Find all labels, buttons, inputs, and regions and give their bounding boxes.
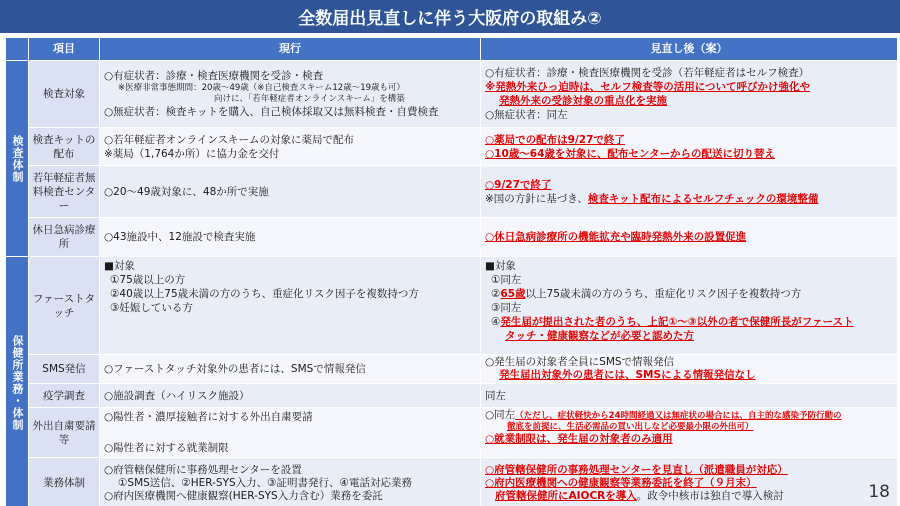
current-gaishutsu: ○陽性者・濃厚接触者に対する外出自粛要請 ○陽性者に対する就業制限 <box>100 408 480 457</box>
current-sms: ○ファーストタッチ対象外の患者には、SMSで情報発信 <box>100 355 480 383</box>
current-first-touch: ■対象 ①75歳以上の方 ②40歳以上75歳未満の方のうち、重症化リスク因子を複数持つ方 ③妊娠している方 <box>100 257 480 354</box>
item-kensa-taisho: 検査対象 <box>29 61 99 127</box>
current-kensa-taisho: ○有症状者：診療・検査医療機関を受診・検査 ※医療非常事態期間：20歳～49歳（※自己検査スキーム12歳～19歳も可） 向けに、「若年軽症者オンラインスキーム」を構築 ○無症状者：検査キットを購入、自己検体採取又は無料検査・自費検査 <box>100 61 480 127</box>
current-kit: ○若年軽症者オンラインスキームの対象に薬局で配布 ※薬局（1,764か所）に協力金を交付 <box>100 128 480 165</box>
after-sms: ○発生届の対象者全員にSMSで情報発信 発生届出対象外の患者には、SMSによる情報発信なし <box>481 355 897 383</box>
section-hoken: 保健所業務・体制 <box>6 257 28 506</box>
header-after: 見直し後（案） <box>481 38 897 60</box>
item-center: 若年軽症者無料検査センター <box>29 166 99 217</box>
after-kit: ○薬局での配布は9/27で終了 ○10歳～64歳を対象に、配布センターからの配送に切り替え <box>481 128 897 165</box>
item-gaishutsu: 外出自粛要請等 <box>29 408 99 457</box>
after-gyomu: ○府管轄保健所の事務処理センターを見直し（派遣職員が対応） ○府内医療機関への健康観察等業務委託を終了（９月末） 府管轄保健所にAIOCRを導入。政令中核市は独自で導入検討 <box>481 458 897 506</box>
after-center: ○9/27で終了 ※国の方針に基づき、検査キット配布によるセルフチェックの環境整備 <box>481 166 897 217</box>
after-kensa-taisho: ○有症状者：診療・検査医療機関を受診（若年軽症者はセルフ検査） ※発熱外来ひっ迫時は、セルフ検査等の活用について呼びかけ強化や 発熱外来の受診対象の重点化を実施 ○無症状者：同左 <box>481 61 897 127</box>
current-gyomu: ○府管轄保健所に事務処理センターを設置 ①SMS送信、②HER-SYS入力、③証明書発行、④電話対応業務 ○府内医療機関へ健康観察(HER-SYS入力含む）業務を委託 <box>100 458 480 506</box>
after-ekigaku: 同左 <box>481 384 897 407</box>
item-first-touch: ファーストタッチ <box>29 257 99 354</box>
item-gyomu: 業務体制 <box>29 458 99 506</box>
current-kyujitsu: ○43施設中、12施設で検査実施 <box>100 218 480 256</box>
after-kyujitsu: ○休日急病診療所の機能拡充や臨時発熱外来の設置促進 <box>481 218 897 256</box>
page-number: 18 <box>868 482 890 502</box>
page-title: 全数届出見直しに伴う大阪府の取組み② <box>0 0 900 33</box>
after-first-touch: ■対象 ①同左 ②65歳以上75歳未満の方のうち、重症化リスク因子を複数持つ方 ③同左 ④発生届が提出された者のうち、上記①～③以外の者で保健所長がファースト タッチ・健康観察などが必要と認めた方 <box>481 257 897 354</box>
current-ekigaku: ○施設調査（ハイリスク施設） <box>100 384 480 407</box>
item-ekigaku: 疫学調査 <box>29 384 99 407</box>
section-kensa: 検査体制 <box>6 61 28 256</box>
item-sms: SMS発信 <box>29 355 99 383</box>
after-gaishutsu: ○同左（ただし、症状軽快から24時間経過又は無症状の場合には、自主的な感染予防行動の 徹底を前提に、生活必需品の買い出しなど必要最小限の外出可） ○就業制限は、発生届の対象者のみ適用 <box>481 408 897 457</box>
item-kit: 検査キットの配布 <box>29 128 99 165</box>
item-kyujitsu: 休日急病診療所 <box>29 218 99 256</box>
current-center: ○20～49歳対象に、48か所で実施 <box>100 166 480 217</box>
header-current: 現行 <box>100 38 480 60</box>
header-item: 項目 <box>29 38 99 60</box>
comparison-table <box>6 38 894 502</box>
header-corner <box>6 38 28 60</box>
